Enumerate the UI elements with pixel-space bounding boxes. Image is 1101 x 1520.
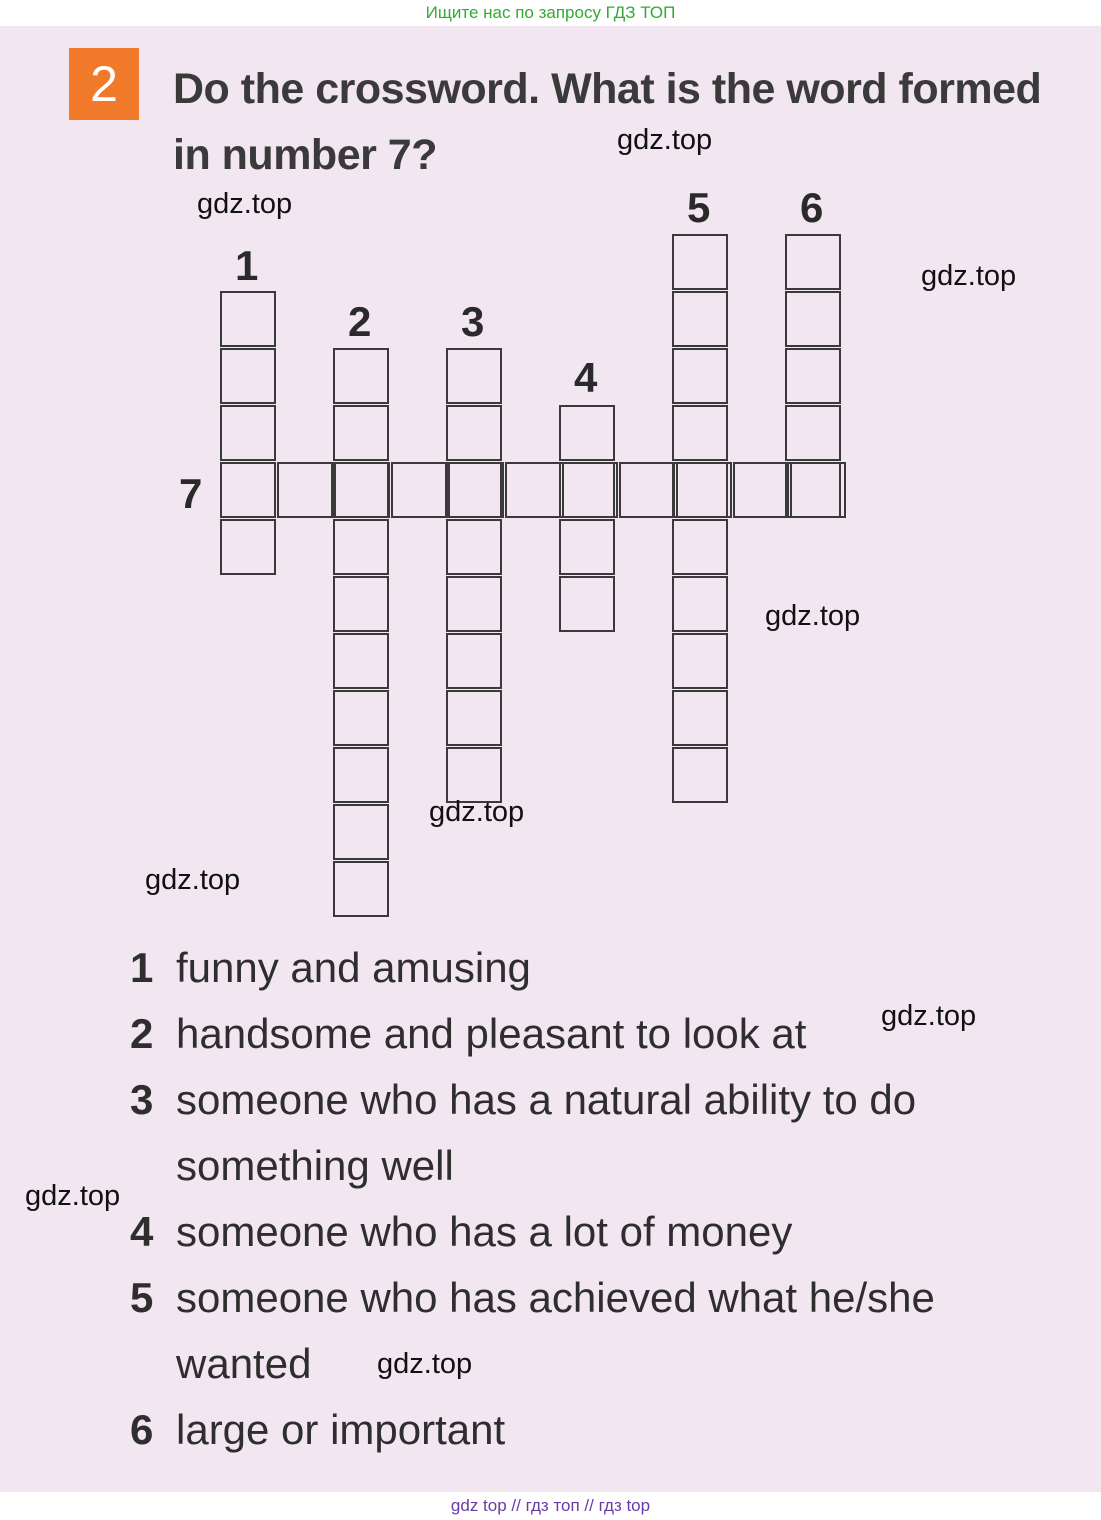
crossword-cell[interactable] [559, 576, 615, 632]
crossword-cell[interactable] [619, 462, 675, 518]
crossword-cell[interactable] [220, 462, 276, 518]
crossword-cell[interactable] [446, 405, 502, 461]
crossword-cell[interactable] [785, 405, 841, 461]
crossword-cell[interactable] [446, 576, 502, 632]
crossword-cell[interactable] [333, 576, 389, 632]
clue-3 [130, 1076, 916, 1124]
crossword-cell[interactable] [790, 462, 846, 518]
crossword-number-4: 4 [574, 354, 598, 401]
crossword-cell[interactable] [391, 462, 447, 518]
clue-number: 6 [130, 1406, 154, 1453]
clue-number: 5 [130, 1274, 154, 1321]
crossword-cell[interactable] [505, 462, 561, 518]
clue-text: someone who has achieved what he/she [176, 1274, 935, 1321]
watermark: gdz.top [197, 188, 293, 220]
clue-1 [130, 944, 531, 992]
crossword-cell[interactable] [446, 747, 502, 803]
crossword-cell[interactable] [446, 348, 502, 404]
crossword-cell[interactable] [333, 405, 389, 461]
crossword-cell[interactable] [333, 633, 389, 689]
crossword-number-2: 2 [348, 298, 372, 345]
crossword-cell[interactable] [448, 462, 504, 518]
clue-text: someone who has a natural ability to do [176, 1076, 917, 1123]
clue-text: handsome and pleasant to look at [176, 1010, 807, 1057]
crossword-cell[interactable] [333, 804, 389, 860]
crossword-cell[interactable] [672, 234, 728, 290]
textbook-page [0, 26, 1101, 1492]
clue-number: 2 [130, 1010, 154, 1057]
crossword-cell[interactable] [220, 348, 276, 404]
clue-number: 1 [130, 944, 154, 991]
crossword-cell[interactable] [220, 291, 276, 347]
crossword-number-6: 6 [800, 184, 824, 231]
crossword-number-1: 1 [235, 242, 259, 289]
crossword-cell[interactable] [562, 462, 618, 518]
top-banner[interactable]: Ищите нас по запросу ГДЗ ТОП [425, 3, 676, 22]
watermark: gdz.top [881, 1000, 977, 1032]
watermark: gdz.top [145, 864, 241, 896]
clue-number: 4 [130, 1208, 154, 1255]
crossword-cell[interactable] [334, 462, 390, 518]
crossword-cell[interactable] [672, 291, 728, 347]
crossword-cell[interactable] [333, 519, 389, 575]
clue-2 [130, 1010, 806, 1058]
crossword-cell[interactable] [220, 519, 276, 575]
crossword-cell[interactable] [785, 291, 841, 347]
exercise-title: Do the crossword. What is the word formed in number 7? [173, 65, 1042, 179]
clue-text: someone who has a lot of money [176, 1208, 793, 1255]
crossword-cell[interactable] [559, 519, 615, 575]
clue-number: 3 [130, 1076, 154, 1123]
crossword-cell[interactable] [672, 576, 728, 632]
crossword-cell[interactable] [559, 405, 615, 461]
clue-text: large or important [176, 1406, 506, 1453]
clue-6 [130, 1406, 505, 1454]
crossword-cell[interactable] [333, 861, 389, 917]
crossword-number-7: 7 [179, 470, 203, 517]
crossword-number-3: 3 [461, 298, 485, 345]
clue-text: wanted [176, 1340, 312, 1387]
crossword-cell[interactable] [785, 348, 841, 404]
crossword-cell[interactable] [277, 462, 333, 518]
clue-5 [130, 1274, 935, 1322]
crossword-cell[interactable] [220, 405, 276, 461]
clue-text: something well [176, 1142, 454, 1189]
crossword-cell[interactable] [446, 690, 502, 746]
crossword-number-5: 5 [687, 184, 711, 231]
watermark: gdz.top [25, 1180, 121, 1212]
crossword-cell[interactable] [672, 633, 728, 689]
crossword-cell[interactable] [785, 234, 841, 290]
watermark: gdz.top [765, 600, 861, 632]
crossword-cell[interactable] [733, 462, 789, 518]
watermark: gdz.top [921, 260, 1017, 292]
clue-4 [130, 1208, 792, 1256]
watermark: gdz.top [617, 124, 713, 156]
crossword-cell[interactable] [446, 519, 502, 575]
watermark: gdz.top [429, 796, 525, 828]
crossword-cell[interactable] [672, 348, 728, 404]
clue-3-continued [130, 1142, 454, 1190]
clue-text: funny and amusing [176, 944, 531, 991]
crossword-cell[interactable] [672, 690, 728, 746]
watermark: gdz.top [377, 1348, 473, 1380]
crossword-cell[interactable] [672, 747, 728, 803]
crossword-cell[interactable] [333, 747, 389, 803]
bottom-banner[interactable]: gdz top // гдз топ // гдз top [450, 1496, 651, 1515]
crossword-cell[interactable] [333, 348, 389, 404]
crossword-cell[interactable] [446, 633, 502, 689]
exercise-number-badge: 2 [69, 48, 139, 120]
clue-5-continued [130, 1340, 311, 1388]
crossword-cell[interactable] [676, 462, 732, 518]
crossword-cell[interactable] [672, 405, 728, 461]
crossword-cell[interactable] [672, 519, 728, 575]
crossword-cell[interactable] [333, 690, 389, 746]
